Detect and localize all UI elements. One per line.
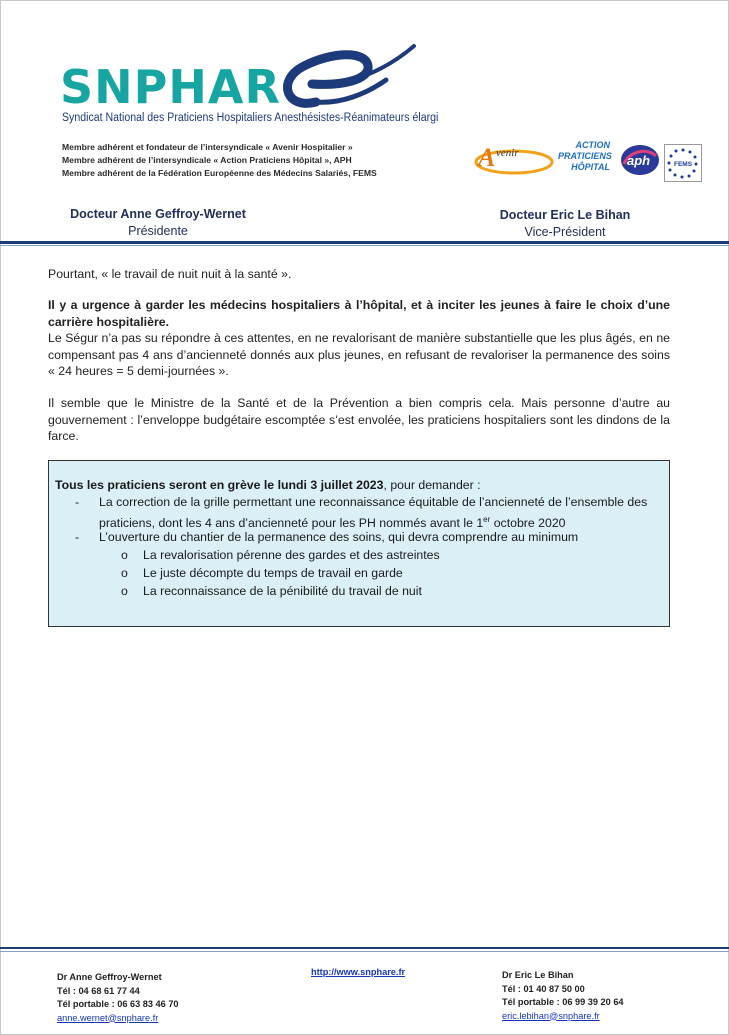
- ordinal-superscript: er: [483, 515, 491, 524]
- officer-role: Vice-Président: [524, 225, 606, 239]
- contact-phone: Tél : 01 40 87 50 00: [502, 983, 585, 994]
- officer-role: Présidente: [128, 224, 188, 238]
- contact-name: Dr Eric Le Bihan: [502, 970, 574, 980]
- strike-demands-box: [48, 460, 670, 627]
- contact-mobile: Tél portable : 06 63 83 46 70: [57, 999, 179, 1009]
- paragraph: Il semble que le Ministre de la Santé et de la Prévention a bien compris cela. Mais personne d’autre au gouvernement : l’enveloppe budgétaire escomptée s’est envolée, les praticiens hospitaliers sont les dindons de la farce.: [48, 396, 670, 443]
- paragraph-emphasis: Il y a urgence à garder les médecins hospitaliers à l’hôpital, et à inciter les jeunes à faire le choix d’une carrière hospitalière.: [48, 298, 670, 329]
- membership-list: [62, 141, 377, 180]
- contact-phone: Tél : 04 68 61 77 44: [57, 985, 140, 996]
- sub-demand-text: La revalorisation pérenne des gardes et des astreintes: [143, 548, 440, 562]
- logo-wordmark: SNPHAR: [60, 60, 281, 114]
- demand-text: L’ouverture du chantier de la permanence des soins, qui devra comprendre au minimum: [99, 530, 579, 544]
- svg-text:A: A: [478, 143, 496, 172]
- demands-intro-bold: Tous les praticiens seront en grève le lundi 3 juillet 2023: [55, 478, 384, 492]
- partner-logos: [474, 138, 704, 182]
- header-divider: [0, 241, 729, 244]
- footer-contact-right: [502, 969, 624, 1023]
- circle-bullet: o: [121, 566, 128, 580]
- contact-name: Dr Anne Geffroy-Wernet: [57, 972, 162, 982]
- footer-divider: [0, 947, 729, 949]
- footer-website: [311, 966, 405, 980]
- snphare-logo: [60, 44, 480, 134]
- fems-word: FEMS: [674, 161, 693, 168]
- officer-president: [48, 207, 268, 238]
- fems-logo: [664, 144, 702, 182]
- logo-e-swash-icon: [246, 40, 416, 120]
- hospitalier-word: Hospitalier: [494, 161, 532, 170]
- aph-line: HÔPITAL: [571, 162, 610, 172]
- paragraph: Le Ségur n’a pas su répondre à ces attentes, en ne revalorisant de manière substantielle que les plus âgés, en ne compensant pas 4 ans d’ancienneté donnés aux plus jeunes, en refusant de revaloriser la permanence des soins « 24 heures = 5 demi-journées ».: [48, 331, 670, 378]
- footer-divider-thin: [0, 951, 729, 952]
- circle-bullet: o: [121, 548, 128, 562]
- officer-vice-president: [470, 208, 660, 239]
- avenir-hospitalier-logo: [474, 142, 556, 178]
- officer-name: Docteur Anne Geffroy-Wernet: [70, 207, 246, 221]
- contact-mobile: Tél portable : 06 99 39 20 64: [502, 997, 624, 1007]
- demand-text-part: octobre 2020: [490, 516, 566, 531]
- sub-demand-text: Le juste décompte du temps de travail en garde: [143, 566, 403, 580]
- contact-email-link[interactable]: anne.wernet@snphare.fr: [57, 1012, 159, 1023]
- membership-line: Membre adhérent et fondateur de l’intersyndicale « Avenir Hospitalier »: [62, 142, 353, 152]
- aph-logo: [620, 144, 660, 176]
- demand-text: [99, 494, 665, 532]
- membership-line: Membre adhérent de la Fédération Européenne des Médecins Salariés, FEMS: [62, 168, 377, 178]
- header-divider-thin: [0, 245, 729, 246]
- sub-demand-text: La reconnaissance de la pénibilité du travail de nuit: [143, 584, 422, 598]
- footer-contact-left: [57, 971, 179, 1025]
- aph-line: PRATICIENS: [558, 151, 612, 161]
- action-praticiens-hopital-logo: [558, 140, 610, 173]
- avenir-word: venir: [496, 147, 519, 159]
- website-link[interactable]: http://www.snphare.fr: [311, 967, 406, 977]
- demands-intro-rest: , pour demander :: [383, 478, 481, 492]
- aph-line: ACTION: [575, 140, 610, 150]
- demand-text-part: La correction de la grille permettant une reconnaissance équitable de l’ancienneté de l’ensemble des praticiens, dont les 4 ans d’ancienneté pour les PH nommés avant le 1: [99, 495, 648, 531]
- dash-bullet: -: [75, 495, 80, 509]
- demands-intro: [55, 478, 481, 492]
- circle-bullet: o: [121, 584, 128, 598]
- membership-line: Membre adhérent de l’intersyndicale « Action Praticiens Hôpital », APH: [62, 155, 352, 165]
- paragraph: Pourtant, « le travail de nuit nuit à la santé ».: [48, 267, 292, 281]
- logo-subtitle: Syndicat National des Praticiens Hospitaliers Anesthésistes-Réanimateurs élargi: [62, 112, 439, 124]
- officer-name: Docteur Eric Le Bihan: [499, 208, 631, 222]
- contact-email-link[interactable]: eric.lebihan@snphare.fr: [502, 1010, 600, 1021]
- aph-word: aph: [627, 153, 651, 168]
- dash-bullet: -: [75, 530, 80, 544]
